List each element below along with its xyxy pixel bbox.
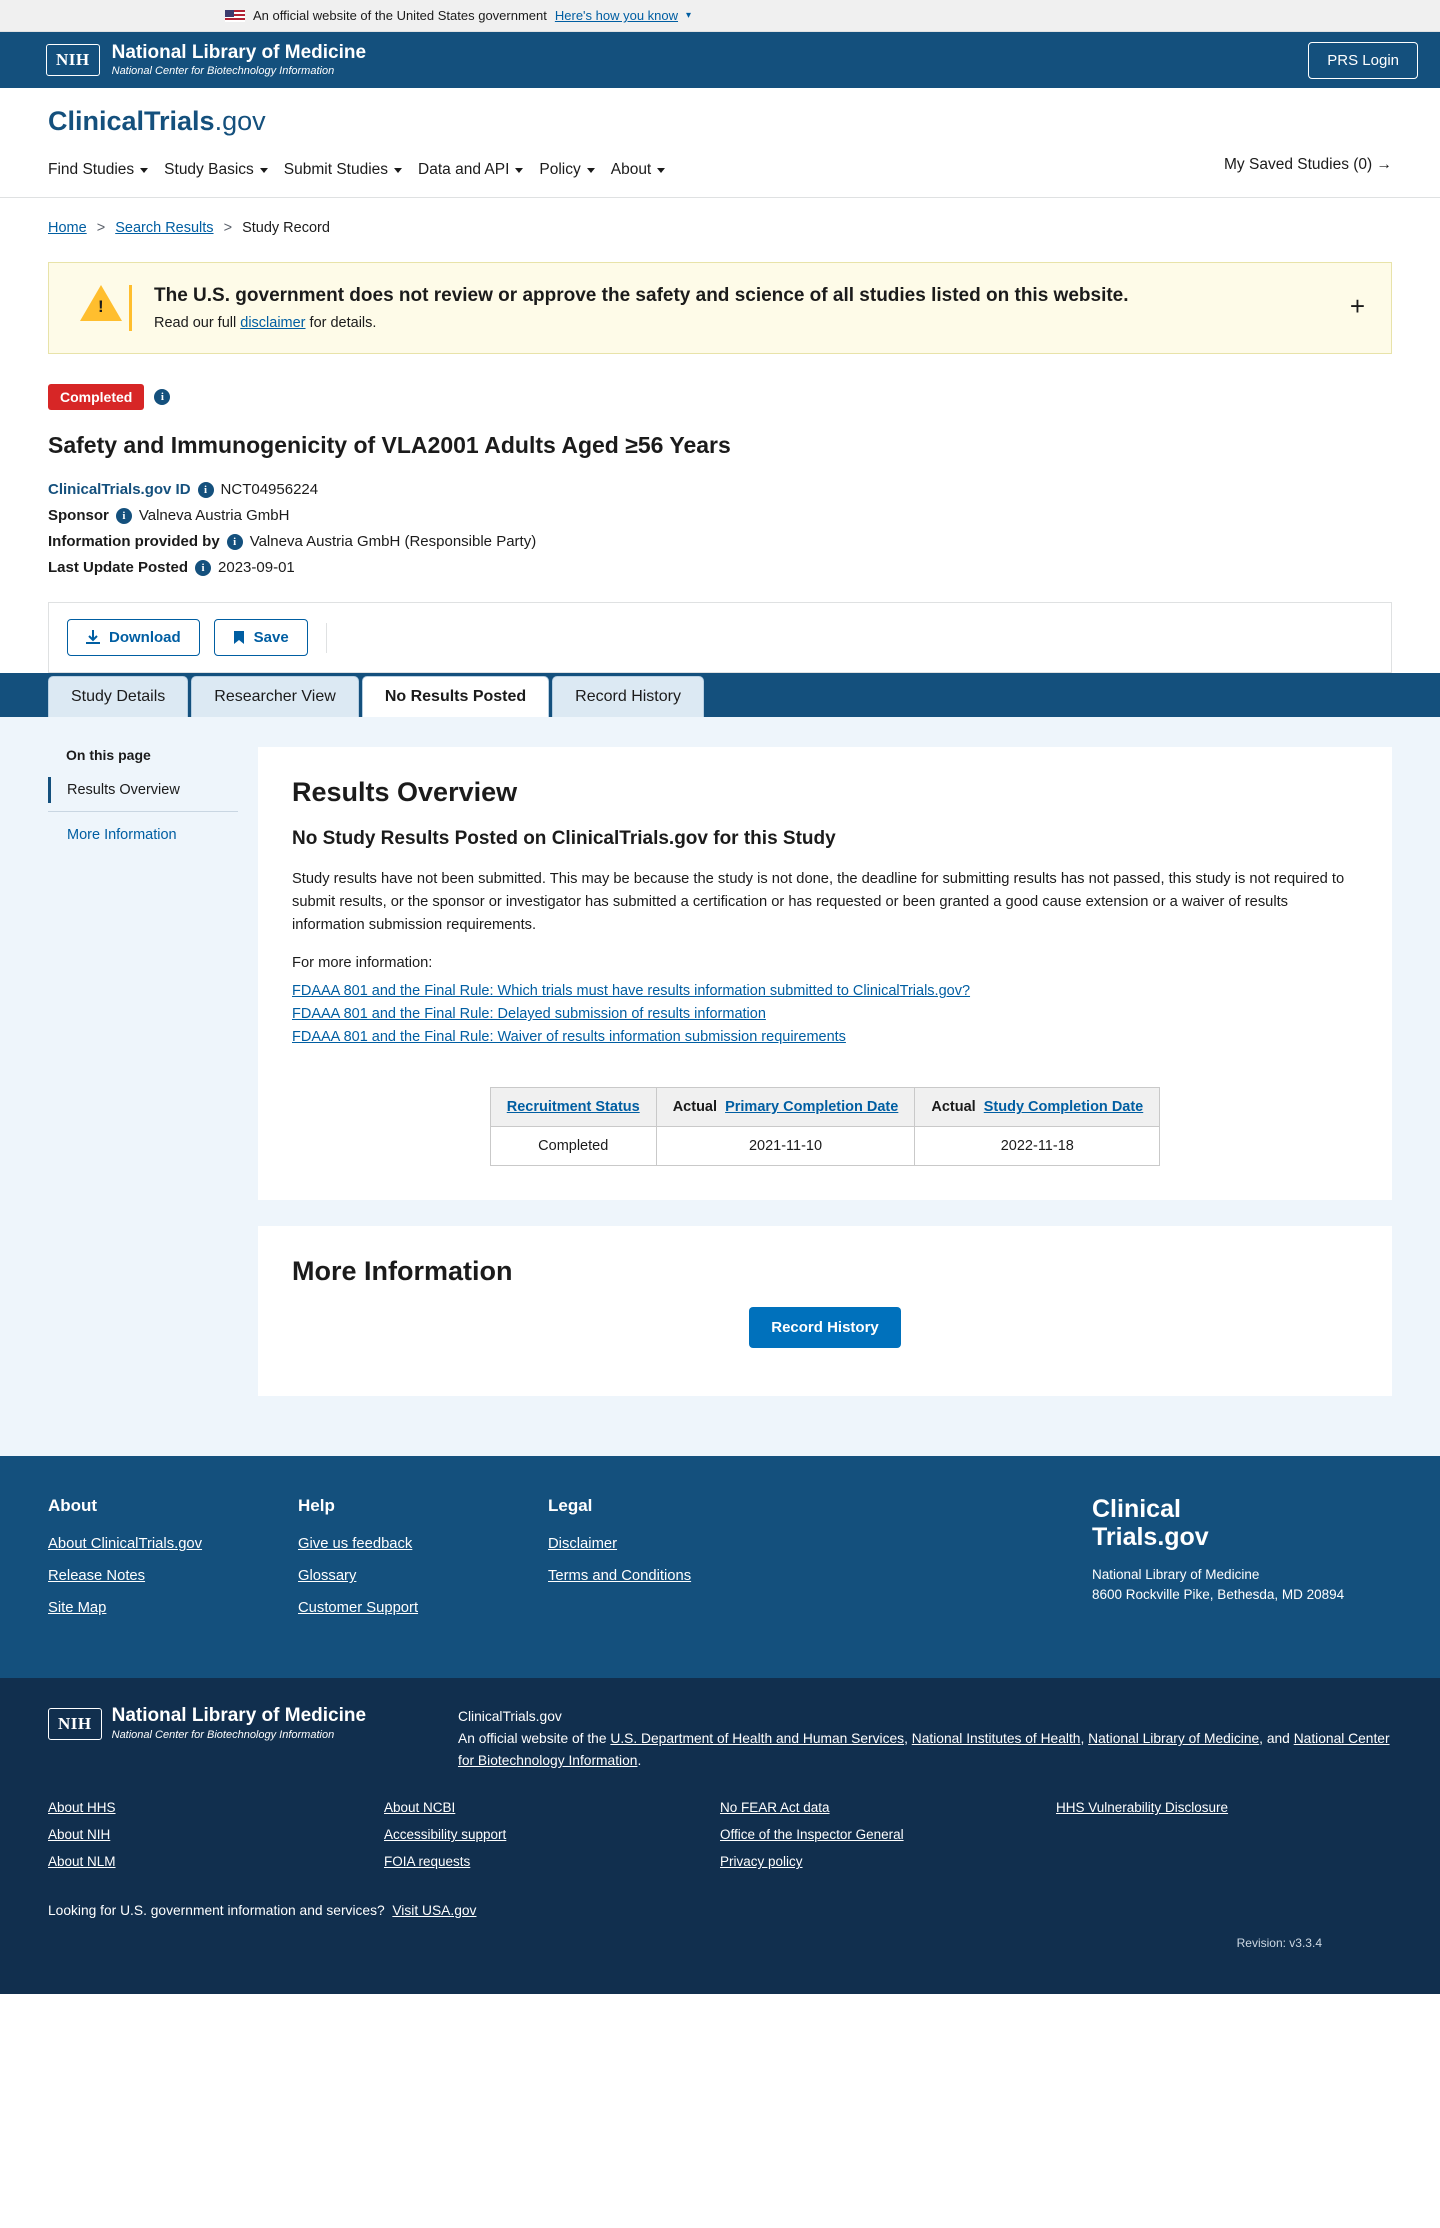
usa-gov-prefix: Looking for U.S. government information and services?	[48, 1903, 385, 1919]
link-about-ncbi[interactable]: About NCBI	[384, 1800, 456, 1816]
nlm-subtitle: National Center for Biotechnology Information	[111, 1729, 335, 1742]
footer-link-glossary[interactable]: Glossary	[298, 1568, 357, 1585]
nav-item-study-basics[interactable]	[164, 151, 284, 197]
tab-study-details[interactable]: Study Details	[48, 676, 188, 717]
tab-no-results-posted[interactable]: No Results Posted	[362, 676, 549, 717]
alert-body-prefix: Read our full	[154, 315, 241, 331]
actual-label: Actual	[672, 1099, 718, 1116]
footer-column-legal	[548, 1496, 798, 1632]
save-button[interactable]	[214, 619, 308, 656]
nav-item-find-studies[interactable]	[48, 151, 164, 197]
study-header	[0, 354, 1440, 576]
chevron-down-icon	[260, 168, 268, 173]
site-header	[0, 88, 1440, 198]
on-this-page-link[interactable]: More Information	[67, 827, 177, 843]
footer-link-give-feedback[interactable]: Give us feedback	[298, 1536, 413, 1553]
table-row	[490, 1127, 1160, 1166]
footer-column-title: About	[48, 1496, 98, 1516]
warning-triangle-icon	[73, 285, 129, 331]
link-no-fear-act[interactable]: No FEAR Act data	[720, 1800, 830, 1816]
site-footer	[0, 1456, 1440, 1678]
footer-brand-line2: Trials.gov	[1092, 1522, 1209, 1551]
more-information-heading: More Information	[292, 1256, 513, 1287]
gov-footer-text: ClinicalTrials.gov An official website of the U.S. Department of Health and Human Services, National Institutes of Health, National Library of Medicine, and National Center for Biotechnology Information.	[458, 1706, 1392, 1772]
info-icon[interactable]: i	[198, 482, 214, 498]
meta-value: NCT04956224	[220, 481, 319, 498]
fdaaa-link-delayed-submission[interactable]: FDAAA 801 and the Final Rule: Delayed submission of results information	[292, 1006, 766, 1023]
meta-value: 2023-09-01	[218, 559, 295, 576]
fdaaa-link-which-trials[interactable]: FDAAA 801 and the Final Rule: Which trials must have results information submitted to ClinicalTrials.gov?	[292, 983, 971, 1000]
disclaimer-alert	[48, 262, 1392, 354]
chevron-down-icon	[587, 168, 595, 173]
nih-title: National Library of Medicine	[111, 41, 367, 63]
nih-brand[interactable]	[22, 43, 366, 78]
gov-footer-sitename: ClinicalTrials.gov	[458, 1709, 562, 1725]
meta-row-information-provided-by	[48, 533, 1392, 550]
cell-study-completion-date: 2022-11-18	[915, 1127, 1160, 1166]
link-foia-requests[interactable]: FOIA requests	[384, 1854, 471, 1870]
brand-suffix: .gov	[214, 106, 266, 136]
action-divider	[326, 623, 327, 653]
nih-link[interactable]: National Institutes of Health	[911, 1731, 1081, 1747]
meta-row-last-update-posted	[48, 559, 1392, 576]
link-accessibility-support[interactable]: Accessibility support	[384, 1827, 507, 1843]
brand-main: ClinicalTrials	[48, 106, 215, 136]
gov-footer	[0, 1678, 1440, 1980]
footer-link-site-map[interactable]: Site Map	[48, 1600, 107, 1617]
footer-link-customer-support[interactable]: Customer Support	[298, 1600, 419, 1617]
download-label: Download	[109, 629, 181, 646]
table-header-row	[490, 1088, 1160, 1127]
nih-subtitle: National Center for Biotechnology Information	[111, 65, 335, 78]
breadcrumb-search-results[interactable]: Search Results	[115, 220, 214, 236]
gov-banner-text: An official website of the United States government	[253, 8, 547, 23]
alert-accent-bar	[129, 285, 132, 331]
cell-recruitment-status: Completed	[490, 1127, 656, 1166]
nih-logo: NIH	[48, 1708, 102, 1740]
alert-body	[154, 315, 1129, 331]
nav-item-about[interactable]	[611, 151, 682, 197]
results-overview-subheading: No Study Results Posted on ClinicalTrials.gov for this Study	[292, 828, 836, 849]
link-about-nlm[interactable]: About NLM	[48, 1854, 116, 1870]
table-header-study-completion-date	[915, 1088, 1160, 1127]
breadcrumb-separator: >	[223, 220, 233, 236]
on-this-page-divider	[48, 811, 238, 812]
recruitment-status-link[interactable]: Recruitment Status	[506, 1099, 640, 1116]
study-completion-date-link[interactable]: Study Completion Date	[983, 1099, 1144, 1116]
meta-row-sponsor	[48, 507, 1392, 524]
meta-label: Information provided by	[48, 533, 220, 550]
ncbi-link[interactable]: National Center for Biotechnology Information	[458, 1731, 1390, 1769]
more-information-panel	[258, 1226, 1392, 1396]
footer-address-line2: 8600 Rockville Pike, Bethesda, MD 20894	[1092, 1587, 1345, 1603]
table-header-recruitment-status	[490, 1088, 656, 1127]
alert-expand-button[interactable]: +	[1349, 291, 1365, 321]
action-bar	[48, 602, 1392, 673]
nlm-title: National Library of Medicine	[111, 1705, 367, 1727]
link-hhs-vulnerability-disclosure[interactable]: HHS Vulnerability Disclosure	[1056, 1800, 1229, 1816]
nav-item-policy[interactable]	[539, 151, 610, 197]
meta-row-nct-id	[48, 481, 1392, 498]
results-overview-heading: Results Overview	[292, 777, 518, 807]
my-saved-studies-link[interactable]: My Saved Studies (0) →	[1224, 156, 1392, 173]
breadcrumb-current: Study Record	[242, 220, 330, 236]
prs-login-button[interactable]: PRS Login	[1308, 42, 1418, 79]
disclaimer-link[interactable]: disclaimer	[240, 315, 306, 331]
nav-label: Find Studies	[48, 161, 135, 178]
primary-completion-date-link[interactable]: Primary Completion Date	[725, 1099, 899, 1116]
footer-link-release-notes[interactable]: Release Notes	[48, 1568, 146, 1585]
footer-link-about-clinicaltrials[interactable]: About ClinicalTrials.gov	[48, 1536, 203, 1553]
save-label: Save	[253, 629, 289, 646]
results-links	[292, 983, 1358, 1045]
record-history-button[interactable]: Record History	[749, 1307, 901, 1348]
meta-value: Valneva Austria GmbH	[138, 507, 290, 524]
more-info-label: For more information:	[292, 955, 433, 972]
hhs-link[interactable]: U.S. Department of Health and Human Services	[610, 1731, 905, 1747]
breadcrumb-home[interactable]: Home	[48, 220, 87, 236]
nav-label: About	[610, 161, 652, 178]
fdaaa-link-waiver[interactable]: FDAAA 801 and the Final Rule: Waiver of results information submission requirements	[292, 1029, 846, 1046]
main-content	[0, 717, 1440, 1456]
info-icon[interactable]: i	[227, 534, 243, 550]
tab-record-history[interactable]: Record History	[552, 676, 704, 717]
footer-column-about	[48, 1496, 298, 1632]
info-icon[interactable]: i	[154, 389, 170, 405]
status-badge: Completed	[48, 384, 144, 410]
link-about-nih[interactable]: About NIH	[48, 1827, 111, 1843]
official-prefix: An official website of the	[458, 1731, 611, 1747]
on-this-page-title: On this page	[66, 747, 151, 763]
breadcrumb-separator: >	[96, 220, 106, 236]
gov-footer-col1	[48, 1800, 384, 1881]
table-header-primary-completion-date	[656, 1088, 915, 1127]
revision-text: Revision: v3.3.4	[1236, 1936, 1322, 1951]
results-table-wrapper	[292, 1087, 1358, 1166]
nih-bar	[0, 32, 1440, 88]
meta-value: Valneva Austria GmbH (Responsible Party)	[249, 533, 537, 550]
footer-link-terms-conditions[interactable]: Terms and Conditions	[548, 1568, 692, 1585]
chevron-down-icon	[515, 168, 523, 173]
info-icon[interactable]: i	[195, 560, 211, 576]
tab-researcher-view[interactable]: Researcher View	[191, 676, 359, 717]
download-icon	[86, 630, 100, 645]
footer-column-title: Legal	[548, 1496, 593, 1516]
meta-label: Sponsor	[48, 507, 109, 524]
gov-footer-links-grid	[48, 1800, 1392, 1881]
info-icon[interactable]: i	[116, 508, 132, 524]
nav-item-submit-studies[interactable]	[284, 151, 418, 197]
gov-banner	[0, 0, 1440, 32]
chevron-down-icon	[140, 168, 148, 173]
footer-link-disclaimer[interactable]: Disclaimer	[548, 1536, 618, 1553]
nih-logo: NIH	[46, 44, 100, 76]
page-title: Safety and Immunogenicity of VLA2001 Adults Aged ≥56 Years	[48, 432, 731, 458]
alert-body-suffix: for details.	[305, 315, 377, 331]
footer-bottom-strip	[0, 1980, 1440, 1994]
alert-heading: The U.S. government does not review or approve the safety and science of all studies listed on this website.	[154, 285, 1129, 306]
nav-item-data-and-api[interactable]	[418, 151, 539, 197]
site-brand[interactable]	[48, 106, 1392, 137]
us-flag-icon	[225, 10, 245, 22]
results-overview-panel	[258, 747, 1392, 1200]
gov-footer-col4	[1056, 1800, 1392, 1881]
how-you-know-link[interactable]: Here's how you know	[554, 8, 679, 23]
nlm-link[interactable]: National Library of Medicine	[1088, 1731, 1260, 1747]
usa-gov-line	[48, 1903, 1392, 1918]
download-button[interactable]	[67, 619, 200, 656]
footer-brand-line1: Clinical	[1092, 1495, 1181, 1524]
footer-address-line1: National Library of Medicine	[1092, 1567, 1260, 1583]
meta-label: Last Update Posted	[48, 559, 189, 576]
main-navigation	[48, 151, 1392, 197]
on-this-page-nav	[48, 747, 258, 1396]
nav-label: Study Basics	[164, 161, 254, 178]
actual-label: Actual	[931, 1099, 976, 1116]
study-tabs	[0, 673, 1440, 717]
footer-column-title: Help	[298, 1496, 335, 1516]
breadcrumb	[0, 198, 1440, 236]
link-about-hhs[interactable]: About HHS	[48, 1800, 116, 1816]
link-privacy-policy[interactable]: Privacy policy	[720, 1854, 803, 1870]
gov-footer-col2	[384, 1800, 720, 1881]
nav-label: Submit Studies	[283, 161, 389, 178]
footer-brand	[1092, 1496, 1392, 1632]
on-this-page-item-more-information[interactable]	[48, 822, 238, 848]
chevron-down-icon	[657, 168, 665, 173]
chevron-down-icon: ▾	[686, 10, 692, 21]
meta-label: ClinicalTrials.gov ID	[48, 481, 191, 498]
bookmark-icon	[233, 630, 245, 645]
results-table	[490, 1087, 1161, 1166]
nlm-logo-footer	[48, 1706, 428, 1741]
link-inspector-general[interactable]: Office of the Inspector General	[720, 1827, 904, 1843]
footer-column-help	[298, 1496, 548, 1632]
nav-label: Data and API	[418, 161, 510, 178]
results-overview-paragraph: Study results have not been submitted. This may be because the study is not done, the deadline for submitting results has not passed, this study is not required to submit results, or the sponsor or investigator has submitted a certification or has requested or been granted a good cause extension or a waiver of results information submission requirements.	[292, 871, 1345, 933]
chevron-down-icon	[394, 168, 402, 173]
gov-footer-col3	[720, 1800, 1056, 1881]
nav-label: Policy	[539, 161, 581, 178]
cell-primary-completion-date: 2021-11-10	[656, 1127, 915, 1166]
on-this-page-item-results-overview[interactable]: Results Overview	[48, 777, 238, 803]
visit-usa-gov-link[interactable]: Visit USA.gov	[392, 1903, 477, 1919]
